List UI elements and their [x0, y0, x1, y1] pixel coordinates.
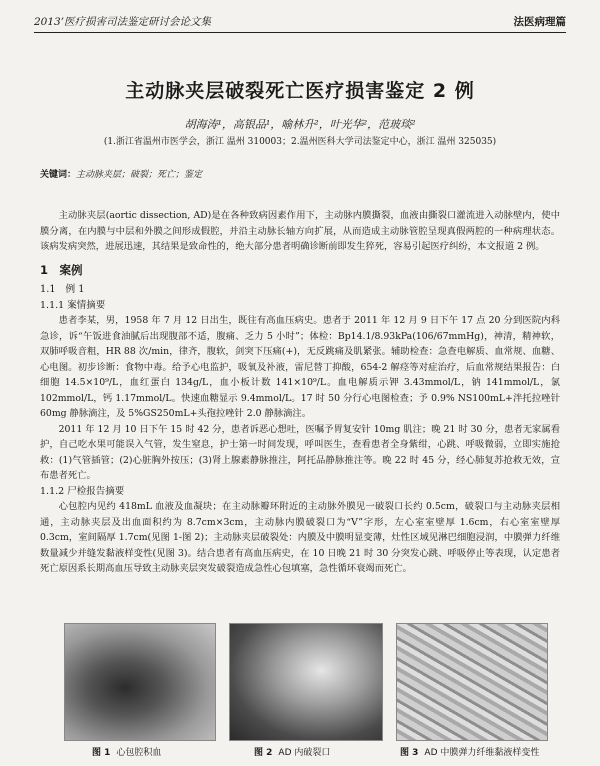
- figure-1-caption: [92, 745, 161, 758]
- figure-2-text: AD 内破裂口: [278, 748, 331, 758]
- keywords-line: [40, 167, 202, 180]
- header-left: 2013’医疗损害司法鉴定研讨会论文集: [34, 16, 212, 28]
- section-heading-1: 1 案例: [40, 262, 83, 277]
- figure-2-photo: [229, 623, 383, 741]
- article-title: 主动脉夹层破裂死亡医疗损害鉴定 2 例: [125, 80, 475, 102]
- figure-3-caption: [400, 745, 539, 758]
- running-header: [34, 10, 566, 33]
- article-body: [40, 208, 560, 577]
- case-paragraph-1: 患者李某，男，1958 年 7 月 12 日出生，既往有高血压病史。患者于 2011 年 12 月 9 日下午 17 点 20 分到医院内科急诊，诉“午饭进食油腻后出现腹部不适，腹痛、乏力 5 小时”；体检：Bp14.1/8.93kPa(106/67mmHg)，神清，精神软，双肺呼吸音粗，HR 88 次/min，律齐，腹软，剑突下压痛(+)，无反跳痛及肌紧张。辅助检查：急查电解质、血常规、血糖、心电图。初步诊断：食物中毒。给予心电监护，吸氧及补液，雷尼替丁抑酸，654-2 解痉等对症治疗，后血常规结果报告：白细胞 14.5×10⁹/L，血红蛋白 134g/L，血小板计数 141×10⁹/L。血电解质示钾 3.43mmol/L，钠 141mmol/L，氯 102mmol/L，钙 1.17mmol/L。快速血糖显示 9.4mmol/L。17 时 50 分行心电图检查；予 0.9% NS100mL+泮托拉唑针 60mg 静脉滴注，及 5%GS250mL+头孢拉唑针 2.0 静脉滴注。: [40, 315, 560, 419]
- author-list: 胡海涛¹，高银品¹，喻林升²，叶光华²，范玻琰²: [184, 118, 416, 131]
- figure-1-text: 心包腔积血: [116, 748, 162, 758]
- affiliation: (1.浙江省温州市医学会，浙江 温州 310003；2.温州医科大学司法鉴定中心，浙江 温州 325035): [103, 137, 497, 147]
- keywords-text: 主动脉夹层；破裂；死亡；鉴定: [76, 170, 203, 180]
- header-right: 法医病理篇: [513, 16, 566, 28]
- figure-2-number: 图 2: [254, 748, 273, 758]
- keywords-label: 关键词：: [40, 170, 77, 180]
- figure-row: [64, 623, 554, 743]
- figure-3-photo: [396, 623, 548, 741]
- figure-3-number: 图 3: [400, 748, 419, 758]
- figure-3-text: AD 中膜弹力纤维黏液样变性: [424, 748, 540, 758]
- case-paragraph-3: 心包腔内见约 418mL 血液及血凝块；在主动脉瓣环附近的主动脉外膜见一破裂口长约 0.5cm，破裂口与主动脉夹层相通，主动脉夹层及出血面积约为 8.7cm×3cm，主动脉内膜破裂口为“V”字形，左心室室壁厚 1.6cm，右心室室壁厚 0.3cm，室间隔厚 1.7cm(见图 1-图 2)；主动脉夹层破裂处：内膜及中膜明显变薄，灶性区域见淋巴细胞浸润，中膜弹力纤维数量减少并缝发黏液样变性(见图 3)。结合患者有高血压病史，在 10 日晚 21 时 30 分突发心跳、呼吸停止等表现，认定患者死亡原因系长期高血压导致主动脉夹层突发破裂造成急性心包填塞，急性循环衰竭而死亡。: [40, 501, 560, 574]
- case-paragraph-2: 2011 年 12 月 10 日下午 15 时 42 分，患者诉恶心想吐，医嘱予胃复安针 10mg 肌注；晚 21 时 30 分，患者无家属看护，自己吃水果可能误入气管，发生窒息，护士第一时间发现，呼叫医生，查看患者全身紫绀，心跳、呼吸微弱，立即实施抢救：(1)气管插管；(2)心脏胸外按压；(3)肾上腺素静脉推注，阿托品静脉推注等。晚 22 时 45 分，经心肺复苏抢救无效，宣布患者死亡。: [40, 423, 560, 481]
- intro-paragraph: 主动脉夹层(aortic dissection, AD)是在各种致病因素作用下，主动脉内膜撕裂，血液由撕裂口灌流进入动脉壁内，使中膜分离，在内膜与中层和外膜之间形成假腔，并沿主动脉长轴方向扩展，从而造成主动脉管腔呈现真假两腔的一种病理状态。该病发病突然，进展迅速，其结果是致命性的，绝大部分患者明确诊断前即发生猝死，容易引起医疗纠纷，本文报道 2 例。: [40, 210, 560, 252]
- subsection-heading-1-1: 1.1 例 1: [40, 284, 85, 295]
- subsubsection-heading-1-1-2: 1.1.2 尸检报告摘要: [40, 485, 125, 497]
- figure-1-photo: [64, 623, 216, 741]
- figure-2-caption: [254, 745, 330, 758]
- figure-1-number: 图 1: [92, 748, 111, 758]
- subsubsection-heading-1-1-1: 1.1.1 案情摘要: [40, 299, 106, 311]
